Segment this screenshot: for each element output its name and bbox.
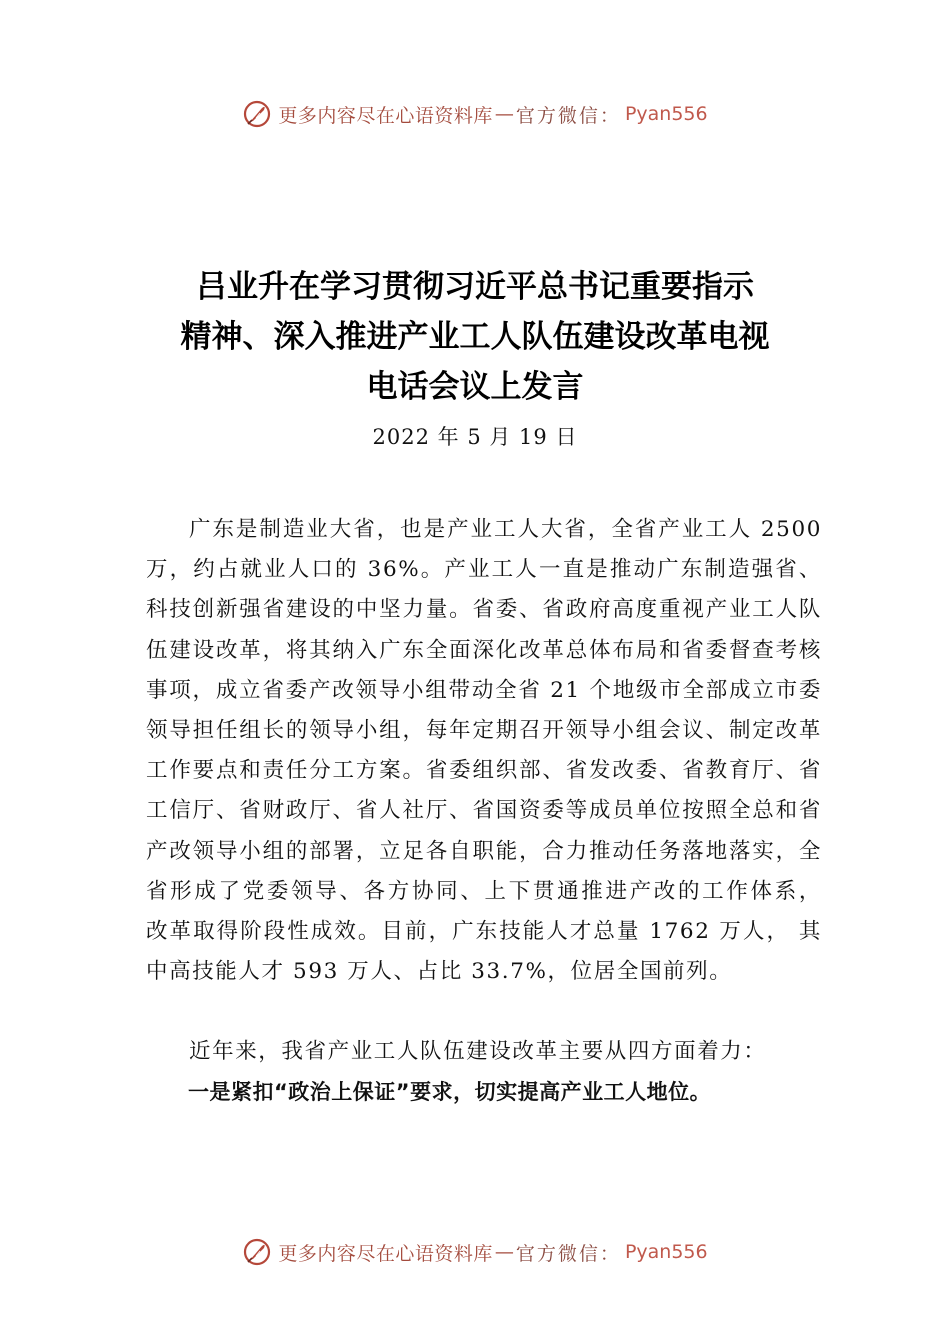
watermark-footer — [0, 1230, 950, 1274]
watermark-dash: — — [494, 1241, 514, 1263]
watermark-wechat-id: Pyan556 — [624, 103, 708, 125]
watermark-dash: — — [494, 103, 514, 125]
document-date: 2022 年 5 月 19 日 — [372, 425, 578, 449]
document-title — [120, 262, 830, 412]
watermark-wechat-label: 官方微信： — [515, 104, 621, 127]
title-line-1: 吕业升在学习贯彻习近平总书记重要指示 — [196, 269, 754, 305]
feather-pen-circle-icon — [242, 1237, 272, 1267]
paragraph-heading-first-point: 一是紧扣“政治上保证”要求，切实提高产业工人地位。 — [188, 1080, 712, 1104]
paragraph-overview: 近年来，我省产业工人队伍建设改革主要从四方面着力： — [189, 1039, 767, 1064]
watermark-brand: 更多内容尽在心语资料库 — [278, 1242, 493, 1265]
watermark-wechat-id: Pyan556 — [624, 1241, 708, 1263]
title-line-2: 精神、深入推进产业工人队伍建设改革电视 — [180, 319, 770, 355]
watermark-header — [0, 92, 950, 136]
title-line-3: 电话会议上发言 — [366, 369, 584, 405]
watermark-wechat-label: 官方微信： — [515, 1242, 621, 1265]
paragraph-intro: 广东是制造业大省，也是产业工人大省，全省产业工人 2500 万，约占就业人口的 36%。产业工人一直是推动广东制造强省、科技创新强省建设的中坚力量。省委、省政府高度重视产业工人队伍建设改革，将其纳入广东全面深化改革总体布局和省委督查考核事项，成立省委产改领导小组带动全省 21 个地级市全部成立市委领导担任组长的领导小组，每年定期召开领导小组会议、制定改革工作要点和责任分工方案。省委组织部、省发改委、省教育厅、省工信厅、省财政厅、省人社厅、省国资委等成员单位按照全总和省产改领导小组的部署，立足各自职能，合力推动任务落地落实，全省形成了党委领导、各方协同、上下贯通推进产改的工作体系， 改革取得阶段性成效。目前，广东技能人才总量 1762 万人， 其中高技能人才 593 万人、占比 33.7%，位居全国前列。 — [146, 517, 822, 985]
feather-pen-circle-icon — [242, 99, 272, 129]
watermark-brand: 更多内容尽在心语资料库 — [278, 104, 493, 127]
